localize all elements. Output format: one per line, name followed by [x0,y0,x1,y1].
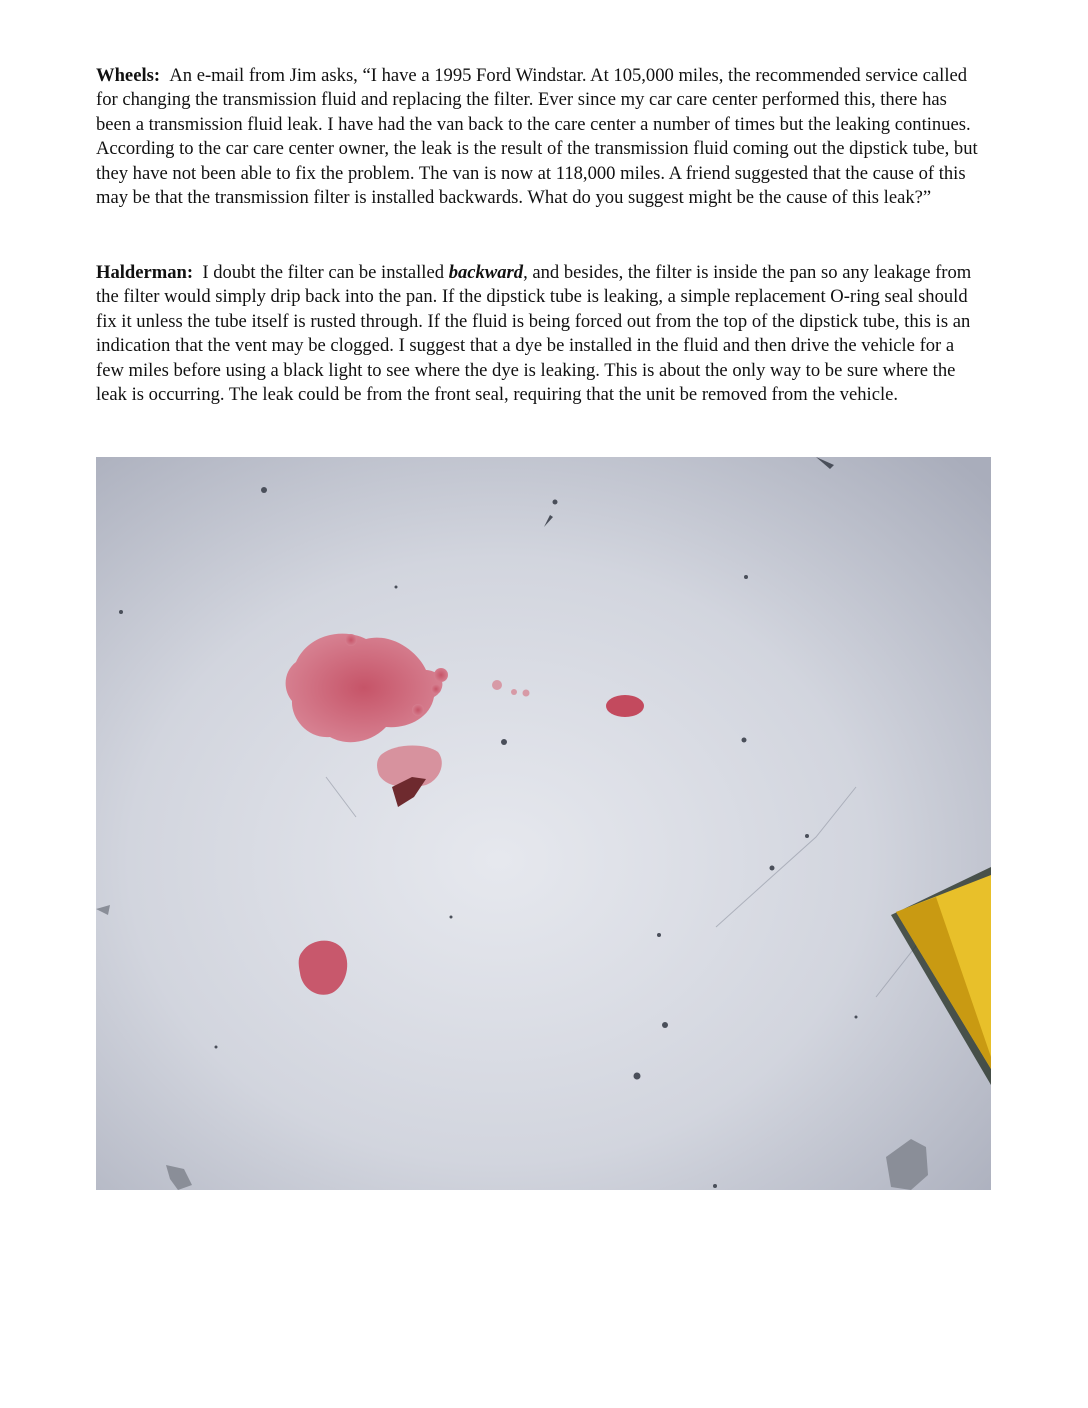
answer-text-after: , and besides, the filter is inside the pan so any leakage from the filter would simply drip back into the pan. If the dipstick tube is leaking, a simple replacement O-ring seal should fix it unless the tube itself is rusted through. If the fluid is being forced out from the top of the dipstick tube, this is an indication that the vent may be clogged. I suggest that a dye be installed in the fluid and then drive the vehicle for a few miles before using a black light to see where the dye is leaking. This is about the only way to be sure where the leak is occurring. The leak could be from the front seal, requiring that the unit be removed from the vehicle. [96,262,972,406]
answer-text-before: I doubt the filter can be installed [202,262,449,283]
answer-emphasis: backward [448,262,524,283]
question-text: An e-mail from Jim asks, “I have a 1995 Ford Windstar. At 105,000 miles, the recommended service called for changing the transmission fluid and replacing the filter. Ever since my car care center performed this, there has been a transmission fluid leak. I have had the van back to the care center a number of times but the leaking continues. According to the car care center owner, the leak is the result of the transmission fluid coming out the dipstick tube, but they have not been able to fix the problem. The van is now at 118,000 miles. A friend suggested that the cause of this may be that the transmission filter is installed backwards. What do you suggest might be the cause of this leak?” [96,65,978,209]
photo-illustration [96,457,991,1190]
fluid-drop-right [606,695,644,717]
question-paragraph [96,64,986,210]
speaker-label-halderman: Halderman: [96,262,194,283]
concrete-floor [96,457,991,1190]
speaker-label-wheels: Wheels: [96,65,161,86]
fluid-leak-photo [96,457,991,1190]
answer-paragraph [96,261,986,407]
